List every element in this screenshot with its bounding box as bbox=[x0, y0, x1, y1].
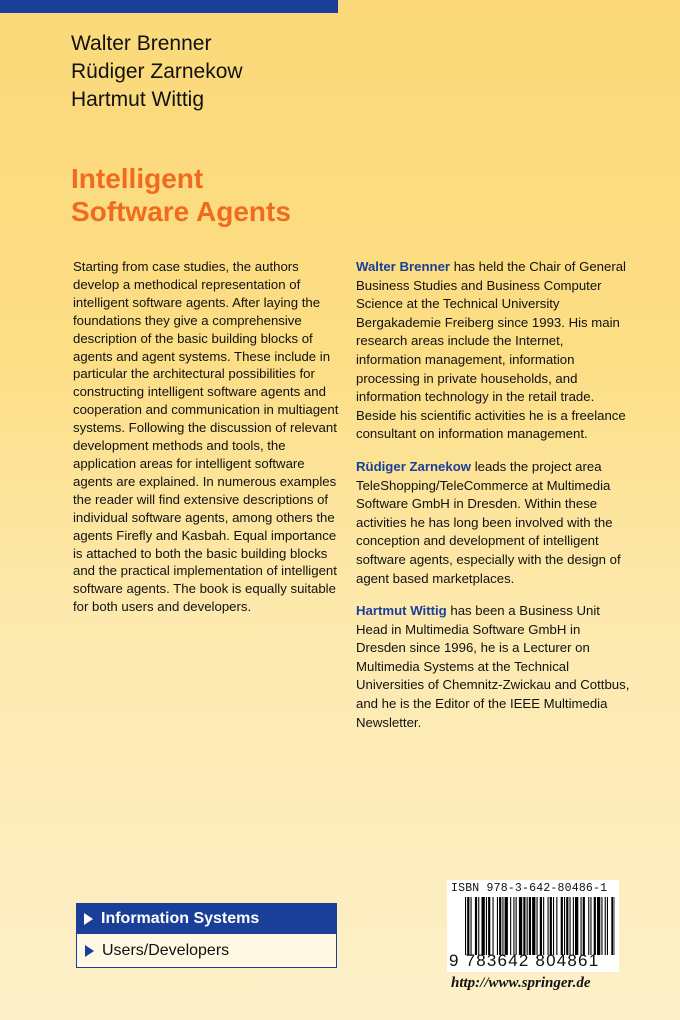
barcode-stripe bbox=[564, 897, 565, 955]
barcode-stripe bbox=[540, 897, 542, 955]
bio-hartmut-wittig bbox=[356, 602, 632, 732]
series-primary-label: Information Systems bbox=[101, 909, 260, 927]
barcode-stripe bbox=[513, 897, 514, 955]
series-primary bbox=[76, 903, 337, 934]
barcode-stripe bbox=[581, 897, 582, 955]
book-title bbox=[71, 162, 291, 228]
barcode-stripe bbox=[575, 897, 578, 955]
barcode-stripe bbox=[486, 897, 487, 955]
barcode-stripe bbox=[482, 897, 485, 955]
series-secondary-label: Users/Developers bbox=[102, 941, 230, 959]
bio-walter-brenner bbox=[356, 258, 632, 444]
title-line: Software Agents bbox=[71, 196, 291, 227]
barcode-stripe bbox=[607, 897, 608, 955]
barcode-stripe bbox=[510, 897, 511, 955]
barcode-stripe bbox=[497, 897, 498, 955]
publisher-url[interactable]: http://www.springer.de bbox=[451, 975, 591, 991]
barcode-stripe bbox=[499, 897, 501, 955]
barcode-stripe bbox=[605, 897, 606, 955]
author-name: Walter Brenner bbox=[71, 32, 212, 55]
barcode-bars bbox=[465, 897, 615, 955]
barcode-stripe bbox=[537, 897, 538, 955]
barcode-stripe bbox=[493, 897, 494, 955]
bio-rudiger-zarnekow bbox=[356, 458, 632, 588]
barcode-stripe bbox=[516, 897, 517, 955]
barcode-stripe bbox=[502, 897, 503, 955]
barcode-stripe bbox=[475, 897, 477, 955]
author-name: Rüdiger Zarnekow bbox=[71, 60, 243, 83]
bio-name: Walter Brenner bbox=[356, 259, 451, 274]
isbn-barcode bbox=[447, 880, 619, 972]
barcode-stripe bbox=[583, 897, 585, 955]
barcode-stripe bbox=[611, 897, 613, 955]
barcode-stripe bbox=[467, 897, 469, 955]
barcode-stripe bbox=[550, 897, 552, 955]
barcode-stripe bbox=[505, 897, 508, 955]
barcode-stripe bbox=[532, 897, 535, 955]
barcode-stripe bbox=[548, 897, 549, 955]
barcode-stripe bbox=[573, 897, 574, 955]
barcode-stripe bbox=[471, 897, 472, 955]
barcode-stripe bbox=[543, 897, 544, 955]
bio-text: leads the project area TeleShopping/TeleCommerce at Multimedia Software GmbH in Dresden. Within these activities he has long been involved with the conception and development of intelligent software agents, especially with the design of agent based marketplaces. bbox=[356, 458, 621, 586]
bio-text: has been a Business Unit Head in Multimedia Software GmbH in Dresden since 1996, he is a Lecturer on Multimedia Systems at the Technical Universities of Chemnitz-Zwickau and Cottbus, and he is the Editor of the IEEE Multimedia Newsletter. bbox=[356, 603, 630, 730]
author-list bbox=[71, 30, 243, 114]
barcode-stripe bbox=[529, 897, 531, 955]
barcode-number: 9 783642 804861 bbox=[449, 951, 600, 970]
barcode-stripe bbox=[553, 897, 554, 955]
barcode-stripe bbox=[488, 897, 490, 955]
author-name: Hartmut Wittig bbox=[71, 88, 205, 111]
bio-name: Hartmut Wittig bbox=[356, 603, 447, 619]
isbn-text: ISBN 978-3-642-80486-1 bbox=[451, 882, 608, 895]
top-color-bar bbox=[0, 0, 338, 13]
barcode-stripe bbox=[527, 897, 528, 955]
book-description bbox=[73, 258, 341, 616]
barcode-stripe bbox=[561, 897, 563, 955]
barcode-stripe bbox=[465, 897, 466, 955]
barcode-stripe bbox=[570, 897, 571, 955]
triangle-right-icon bbox=[84, 913, 93, 925]
title-line: Intelligent bbox=[71, 163, 204, 194]
barcode-stripe bbox=[566, 897, 568, 955]
bio-text: has held the Chair of General Business Studies and Business Computer Science at the Technical University Bergakademie Freiberg since 1993. His main research areas include the Internet, information management, information processing in private households, and information technology in the retail trade. Beside his scientific activities he is a freelance consultant on information management. bbox=[356, 259, 626, 442]
barcode-stripe bbox=[588, 897, 589, 955]
description-text: Starting from case studies, the authors develop a methodical representation of intelligent software agents. After laying the foundations they give a comprehensive description of the basic building blocks of agents and agent systems. These include in particular the architectural possibilities for constructing intelligent software agents and cooperation and communication in multiagent systems. Following the discussion of relevant development methods and tools, the application areas for intelligent software agents are explained. In numerous examples the reader will find extensive descriptions of individual software agents, among others the agents Firefly and Kasbah. Equal importance is attached to both the basic building blocks and the practical implementation of intelligent software agents. The book is equally suitable for both users and developers. bbox=[73, 259, 339, 615]
barcode-stripe bbox=[523, 897, 525, 955]
barcode-stripe bbox=[478, 897, 479, 955]
triangle-right-icon bbox=[85, 945, 94, 957]
barcode-stripe bbox=[556, 897, 557, 955]
barcode-stripe bbox=[597, 897, 600, 955]
series-box bbox=[76, 903, 337, 968]
barcode-stripe bbox=[590, 897, 591, 955]
barcode-stripe bbox=[519, 897, 522, 955]
barcode-stripe bbox=[601, 897, 602, 955]
barcode-stripe bbox=[594, 897, 596, 955]
series-secondary bbox=[76, 934, 337, 968]
bio-name: Rüdiger Zarnekow bbox=[356, 458, 472, 474]
author-bios bbox=[356, 258, 632, 746]
